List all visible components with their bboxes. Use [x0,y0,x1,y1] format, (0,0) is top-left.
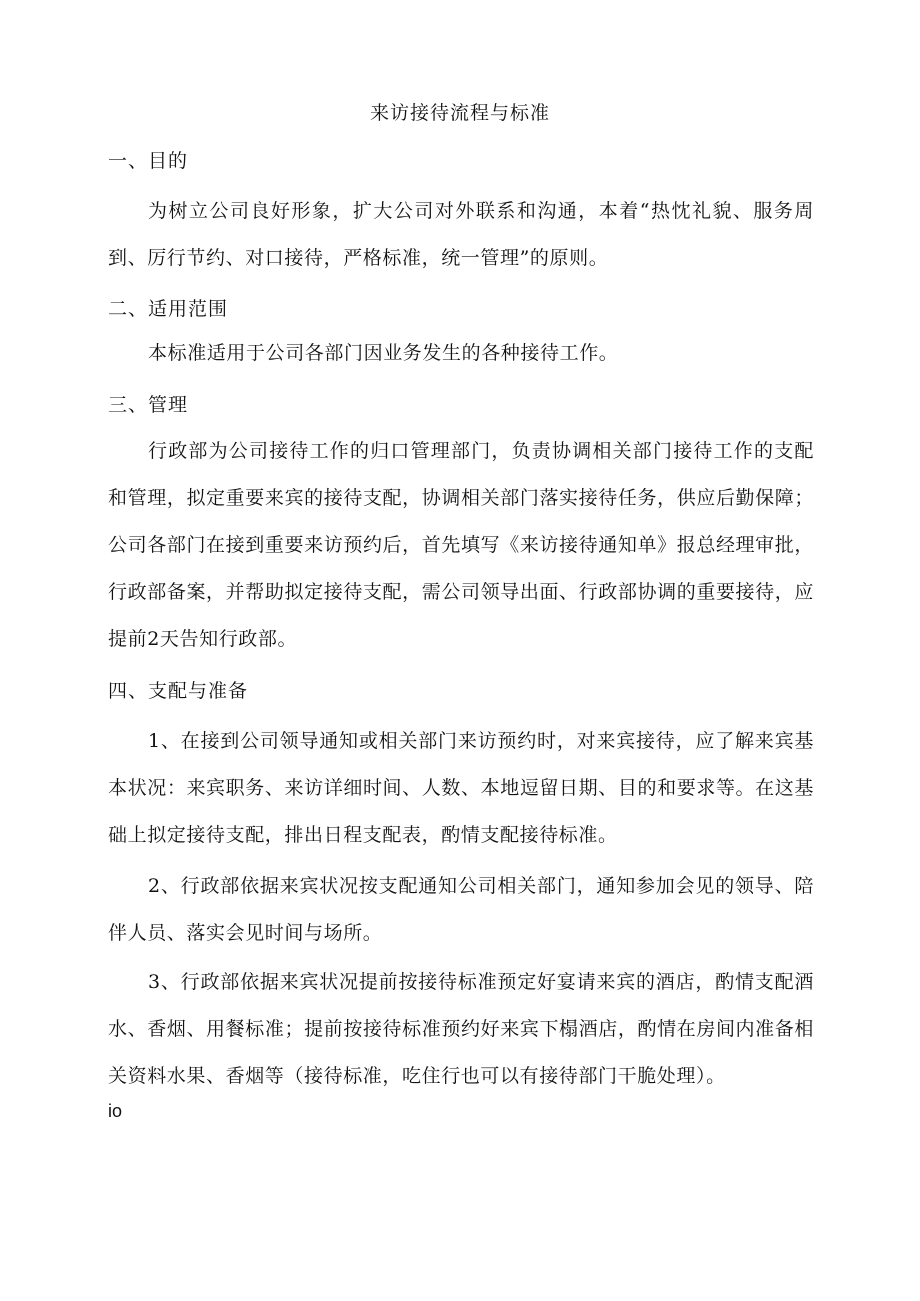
document-title: 来访接待流程与标准 [369,102,550,124]
section-heading-management: 三、管理 [108,394,189,416]
paragraph-purpose: 为树立公司良好形象，扩大公司对外联系和沟通，本着“热忱礼貌、服务周到、厉行节约、对口接待，严格标准，统一管理”的原则。 [108,200,814,269]
section-heading-purpose: 一、目的 [108,150,189,172]
paragraph-scope: 本标准适用于公司各部门因业务发生的各种接待工作。 [148,342,619,364]
section-heading-arrangement: 四、支配与准备 [108,680,249,702]
paragraph-arrangement-2: 2、行政部依据来宾状况按支配通知公司相关部门，通知参加会见的领导、陪伴人员、落实会见时间与场所。 [108,875,814,944]
paragraph-arrangement-3: 3、行政部依据来宾状况提前按接待标准预定好宴请来宾的酒店，酌情支配酒水、香烟、用餐标准；提前按接待标准预约好来宾下榻酒店，酌情在房间内准备相关资料水果、香烟等（接待标准，吃住行也可以有接待部门干脆处理）。 [108,971,814,1087]
stray-text: io [108,1101,123,1121]
section-heading-scope: 二、适用范围 [108,298,229,320]
paragraph-arrangement-1: 1、在接到公司领导通知或相关部门来访预约时，对来宾接待，应了解来宾基本状况：来宾职务、来访详细时间、人数、本地逗留日期、目的和要求等。在这基础上拟定接待支配，排出日程支配表，酌情支配接待标准。 [108,730,814,846]
paragraph-management: 行政部为公司接待工作的归口管理部门，负责协调相关部门接待工作的支配和管理，拟定重要来宾的接待支配，协调相关部门落实接待任务，供应后勤保障；公司各部门在接到重要来访预约后，首先填写《来访接待通知单》报总经理审批，行政部备案，并帮助拟定接待支配，需公司领导出面、行政部协调的重要接待，应提前2天告知行政部。 [108,440,814,650]
